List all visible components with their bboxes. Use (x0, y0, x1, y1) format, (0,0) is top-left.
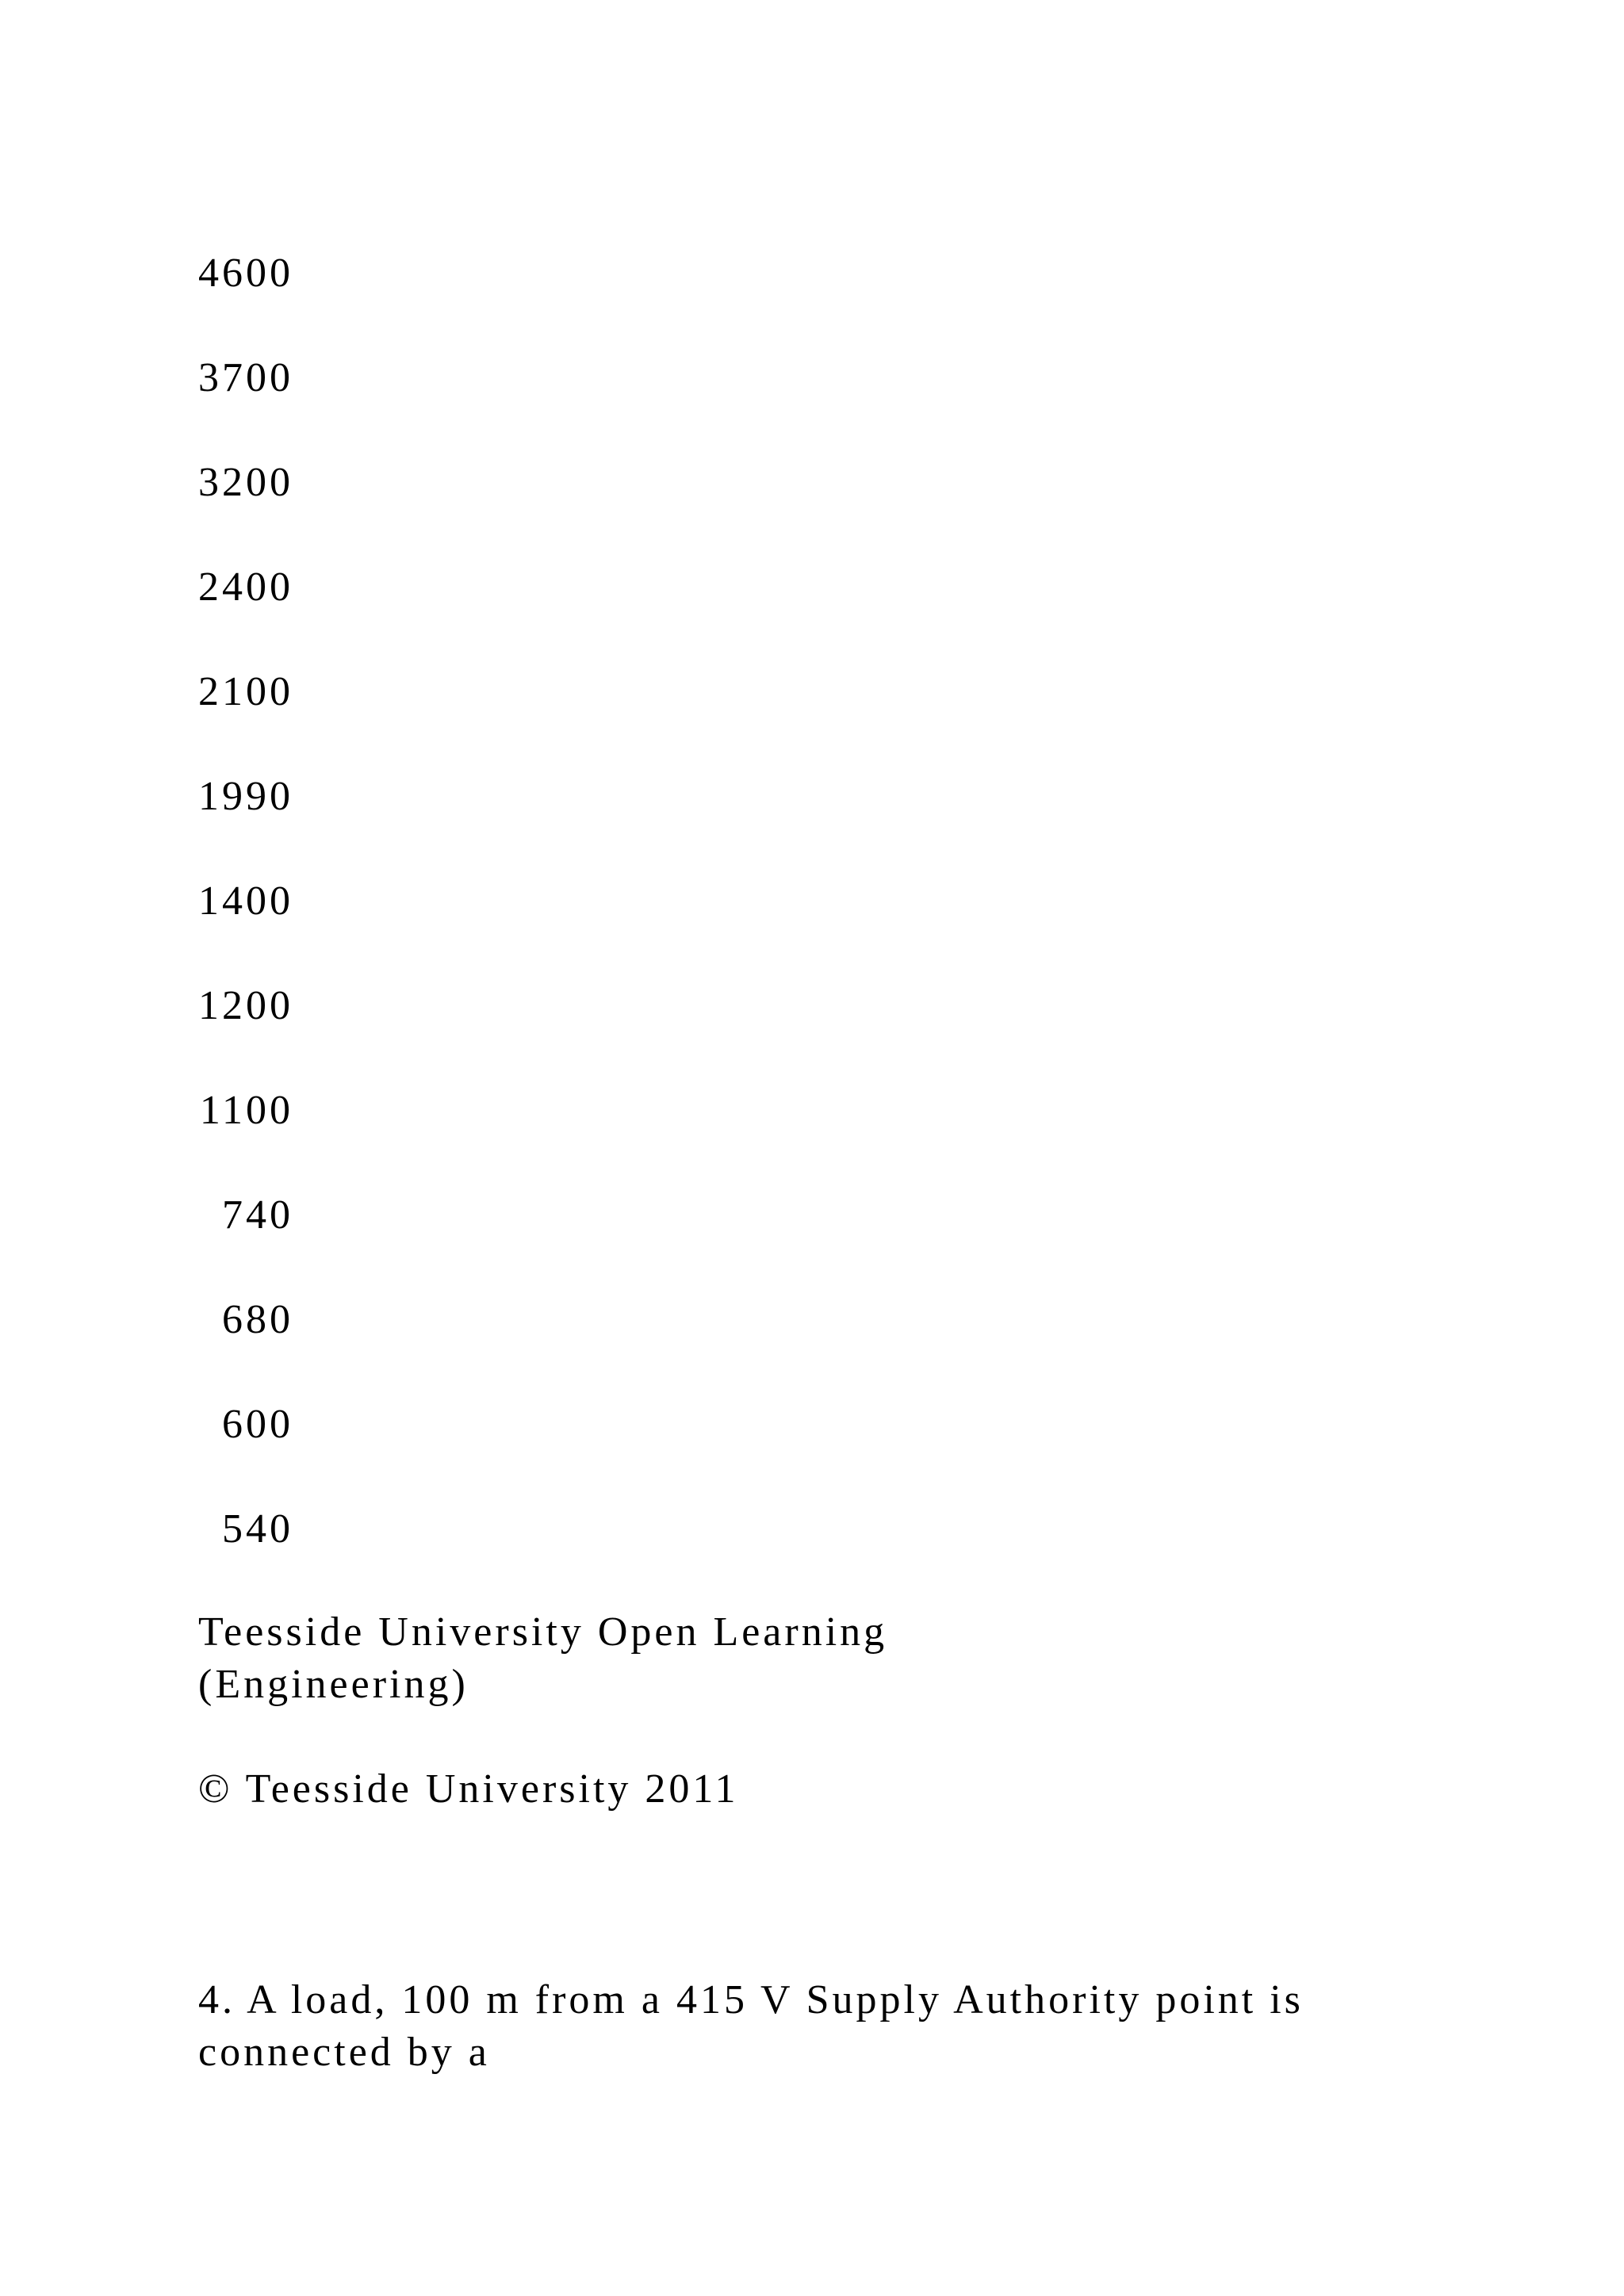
footer-department: (Engineering) (198, 1662, 469, 1707)
copyright-notice: © Teesside University 2011 (198, 1766, 739, 1812)
value-item: 3200 (198, 460, 293, 505)
value-item: 600 (222, 1402, 293, 1447)
value-item: 1400 (198, 878, 293, 924)
value-column (198, 243, 293, 1603)
value-item: 2100 (198, 669, 293, 714)
footer-institution: Teesside University Open Learning (198, 1609, 888, 1655)
value-item: 1100 (199, 1088, 293, 1133)
value-item: 540 (222, 1506, 293, 1552)
question-text-line-2: connected by a (198, 2030, 490, 2075)
value-item: 680 (222, 1297, 293, 1342)
value-item: 1990 (198, 774, 293, 819)
question-text-line-1: 4. A load, 100 m from a 415 V Supply Authority point is (198, 1977, 1304, 2022)
value-item: 3700 (198, 355, 293, 400)
value-item: 1200 (198, 983, 293, 1028)
value-item: 2400 (198, 564, 293, 610)
value-item: 4600 (198, 251, 293, 296)
value-item: 740 (222, 1192, 293, 1238)
